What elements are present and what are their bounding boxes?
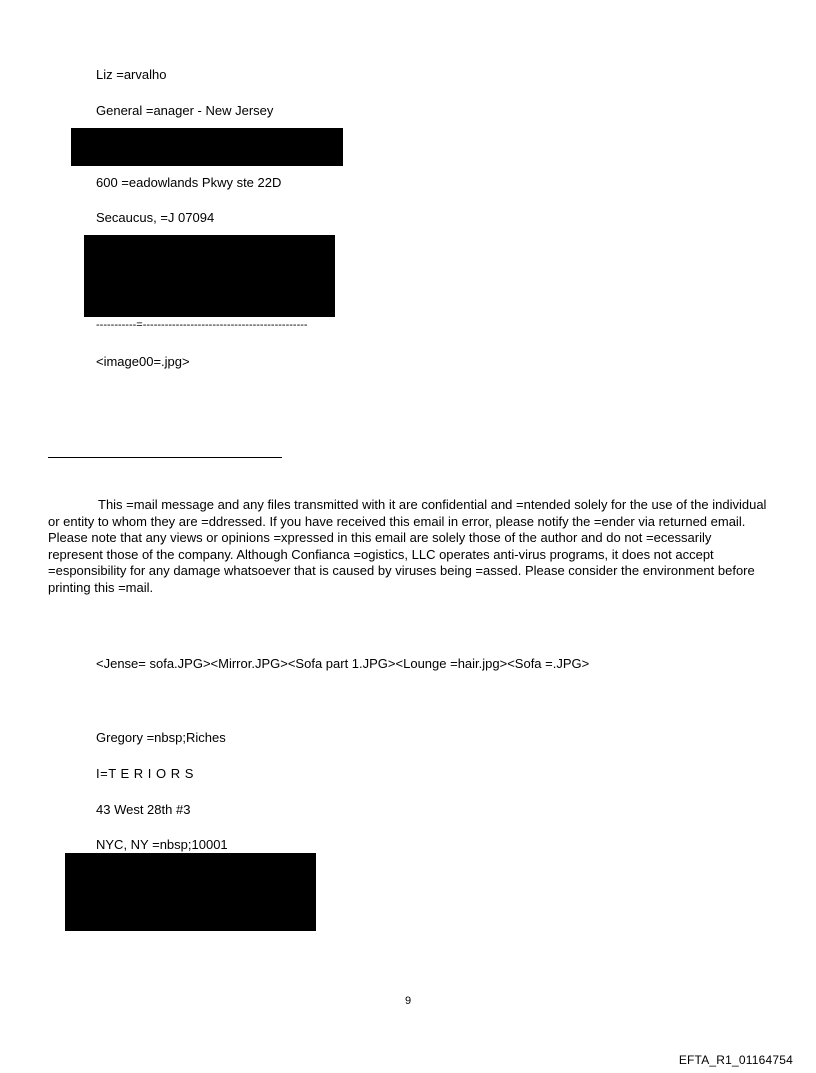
redaction-block (84, 235, 335, 317)
sender-name: Liz =arvalho (96, 67, 167, 82)
contact-name: Gregory =nbsp;Riches (96, 730, 226, 745)
contact-address-line-2: NYC, NY =nbsp;10001 (96, 837, 228, 852)
contact-address-line-1: 43 West 28th #3 (96, 802, 191, 817)
email-disclaimer: This =mail message and any files transmitted with it are confidential and =ntended solely for the use of the individual or entity to whom they are =ddressed. If you have received this email in error, please notify the =ender via returned email. Please note that any views or opinions =xpressed in this email are solely those of the author and do not =ecessarily represent those of the company. Although Confianca =ogistics, LLC operates anti-virus programs, it does not accept =esponsibility for any damage whatsoever that is caused by viruses being =assed. Please consider the environment before printing this =mail. (48, 497, 767, 595)
sender-address-line-1: 600 =eadowlands Pkwy ste 22D (96, 175, 282, 190)
attachment-placeholder: <image00=.jpg> (96, 354, 190, 369)
sender-title: General =anager - New Jersey (96, 103, 274, 118)
contact-company: I=T E R I O R S (96, 766, 194, 781)
page-number: 9 (404, 995, 412, 1007)
redaction-block (71, 128, 343, 166)
divider (48, 457, 282, 458)
sender-address-line-2: Secaucus, =J 07094 (96, 210, 215, 225)
redaction-block (65, 853, 316, 931)
separator-line: -----------=--------------------------------------------- (96, 319, 308, 331)
bates-number: EFTA_R1_01164754 (678, 1053, 793, 1067)
attachments-list: <Jense= sofa.JPG><Mirror.JPG><Sofa part 1.JPG><Lounge =hair.jpg><Sofa =.JPG> (96, 656, 590, 671)
